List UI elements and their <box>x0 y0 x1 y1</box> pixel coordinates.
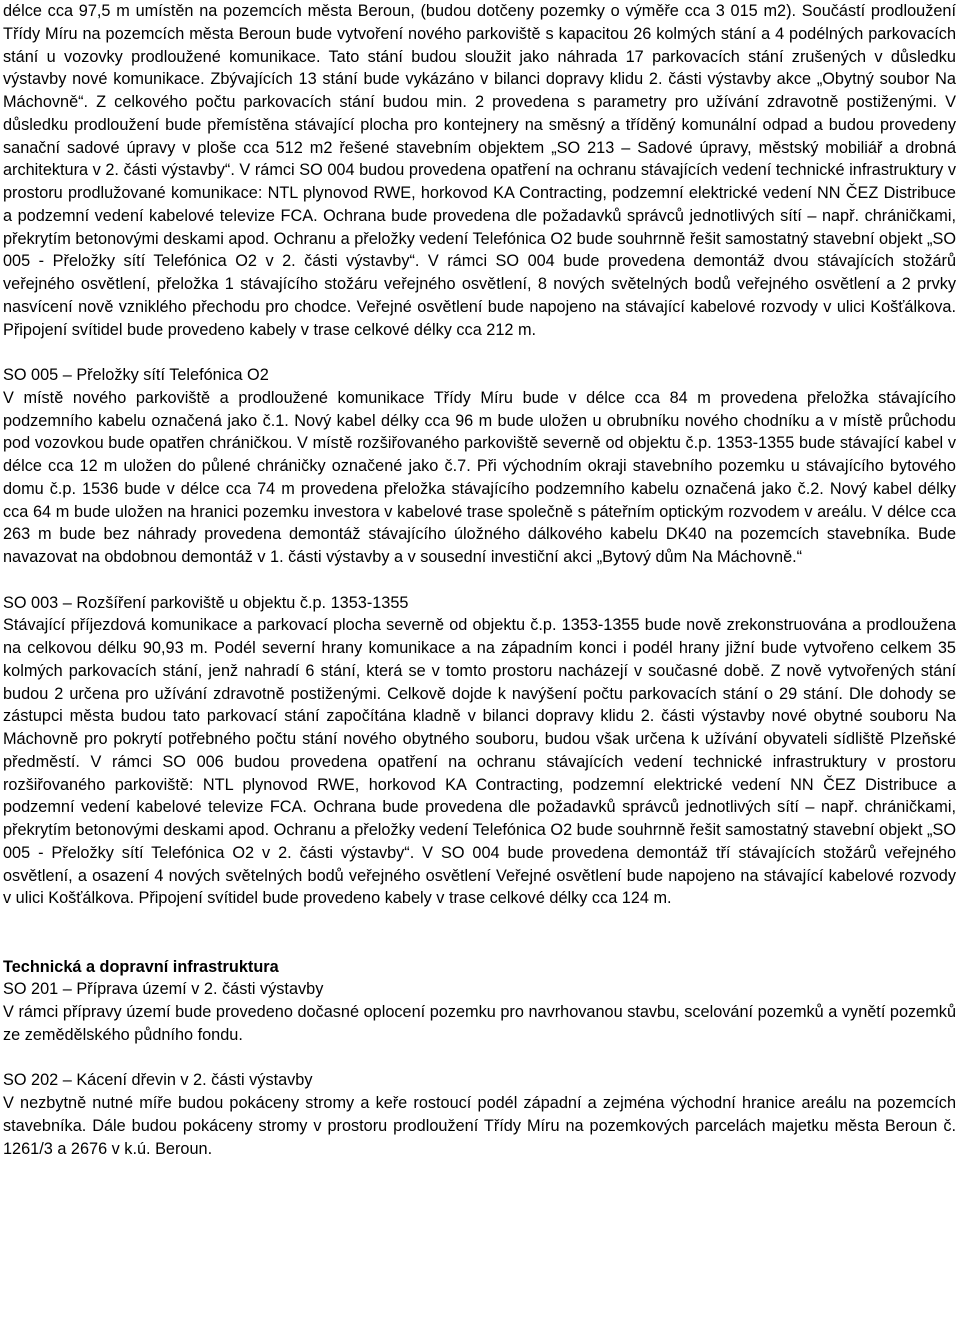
so201-title: SO 201 – Příprava území v 2. části výstavby <box>3 980 324 999</box>
spacer <box>3 569 956 592</box>
so003-title: SO 003 – Rozšíření parkoviště u objektu č.p. 1353-1355 <box>3 593 409 612</box>
intro-paragraph: délce cca 97,5 m umístěn na pozemcích města Beroun, (budou dotčeny pozemky o výměře cca 3 015 m2). Součástí prodloužení Třídy Míru na pozemcích města Beroun bude vytvoření nového parkoviště s kapacitou 26 kolmých stání a 4 podélných parkovacích stání u vozovky prodloužené komunikace. Tato stání budou sloužit jako náhrada 17 parkovacích stání zrušených v důsledku výstavby nové komunikace. Zbývajících 13 stání bude vykázáno v bilanci dopravy klidu 2. části výstavby akce „Obytný soubor Na Máchovně“. Z celkového počtu parkovacích stání budou min. 2 provedena s parametry pro užívání zdravotně postiženými. V důsledku prodloužení bude přemístěna stávající plocha pro kontejnery na směsný a tříděný komunální odpad a budou provedeny sanační sadové úpravy v ploše cca 512 m2 řešené stavebním objektem „SO 213 – Sadové úpravy, městský mobiliář a drobná architektura v 2. části výstavby“. V rámci SO 004 budou provedena opatření na ochranu stávajících vedení technické infrastruktury v prostoru prodlužované komunikace: NTL plynovod RWE, horkovod KA Contracting, podzemní elektrické vedení NN ČEZ Distribuce a podzemní vedení kabelové televize FCA. Ochrana bude provedena dle požadavků správců jednotlivých sítí – např. chráničkami, překrytím betonovými deskami apod. Ochranu a přeložky vedení Telefónica O2 bude souhrnně řešit samostatný stavební objekt „SO 005 - Přeložky sítí Telefónica O2 v 2. části výstavby“. V rámci SO 004 bude provedena demontáž dvou stávajících stožárů veřejného osvětlení, přeložka 1 stávajícího stožáru veřejného osvětlení, 8 nových světelných bodů veřejného osvětlení a 2 prvky nasvícení nově vzniklého přechodu pro chodce. Veřejné osvětlení bude napojeno na stávající kabelové rozvody v ulici Košťálkova. Připojení svítidel bude provedeno kabely v trase celkové délky cca 212 m. <box>3 2 956 339</box>
so005-body: V místě nového parkoviště a prodloužené komunikace Třídy Míru bude v délce cca 84 m provedena přeložka stávajícího podzemního kabelu označená jako č.1. Nový kabel délky cca 96 m bude uložen u obrubníku nového chodníku a v místě průchodu pod vozovkou bude opatřen chráničkou. V místě rozšiřovaného parkoviště severně od objektu č.p. 1353-1355 bude stávající kabel v délce cca 12 m uložen do půlené chráničky označené jako č.7. Při východním okraji stavebního pozemku u stávajícího bytového domu č.p. 1536 bude v délce cca 74 m provedena přeložka stávajícího podzemního kabelu označená jako č.2. Nový kabel délky cca 64 m bude uložen na hranici pozemku investora v kabelové trase společně s páteřním optickým rozvodem v areálu. V délce cca 263 m bude bez náhrady provedena demontáž stávajícího úložného dálkového kabelu DK40 na pozemcích stavebníka. Bude navazovat na obdobnou demontáž v 1. části výstavby a v sousední investiční akci „Bytový dům Na Máchovně.“ <box>3 388 956 566</box>
spacer <box>3 341 956 364</box>
document-text <box>3 0 956 1160</box>
so201-body: V rámci přípravy území bude provedeno dočasné oplocení pozemku pro navrhovanou stavbu, scelování pozemků a vynětí pozemků ze zemědělského půdního fondu. <box>3 1003 956 1044</box>
infra-heading: Technická a dopravní infrastruktura <box>3 957 279 976</box>
so003-body: Stávající příjezdová komunikace a parkovací plocha severně od objektu č.p. 1353-1355 bude nově zrekonstruována a prodloužena na celkovou délku 90,93 m. Podél severní hrany komunikace a na západním konci i podél hrany jižní bude vytvořeno celkem 35 kolmých parkovacích stání, jenž nahradí 6 stání, která se v tomto prostoru nacházejí v současné době. Z nově vytvořených stání budou 2 určena pro užívání zdravotně postiženými. Celkově dojde k navýšení počtu parkovacích stání o 29 stání. Dle dohody se zástupci města budou tato parkovací stání započítána kladně v bilanci dopravy klidu 2. části výstavby nové obytné souboru Na Máchovně pro pokrytí potřebného počtu stání nového obytného souboru, budou však určena k užívání obyvateli sídliště Plzeňské předměstí. V rámci SO 006 budou provedena opatření na ochranu stávajících vedení technické infrastruktury v prostoru rozšiřovaného parkoviště: NTL plynovod RWE, horkovod KA Contracting, podzemní elektrické vedení NN ČEZ Distribuce a podzemní vedení kabelové televize FCA. Ochrana bude provedena dle požadavků správců jednotlivých sítí – např. chráničkami, překrytím betonovými deskami apod. Ochranu a přeložky vedení Telefónica O2 bude souhrnně řešit samostatný stavební objekt „SO 005 - Přeložky sítí Telefónica O2 v 2. části výstavby“. V SO 004 bude provedena demontáž tří stávajících stožárů veřejného osvětlení, a osazení 4 nových světelných bodů veřejného osvětlení Veřejné osvětlení bude napojeno na stávající kabelové rozvody v ulici Košťálkova. Připojení svítidel bude provedeno kabely v trase celkové délky cca 124 m. <box>3 616 956 908</box>
so202-title: SO 202 – Kácení dřevin v 2. části výstavby <box>3 1071 313 1090</box>
spacer <box>3 910 956 956</box>
spacer <box>3 1047 956 1070</box>
so005-title: SO 005 – Přeložky sítí Telefónica O2 <box>3 366 269 384</box>
so202-body: V nezbytně nutné míře budou pokáceny stromy a keře rostoucí podél západní a zejména východní hranice areálu na pozemcích stavebníka. Dále budou pokáceny stromy v prostoru prodloužení Třídy Míru na pozemkových parcelách majetku města Beroun č. 1261/3 a 2676 v k.ú. Beroun. <box>3 1094 956 1158</box>
